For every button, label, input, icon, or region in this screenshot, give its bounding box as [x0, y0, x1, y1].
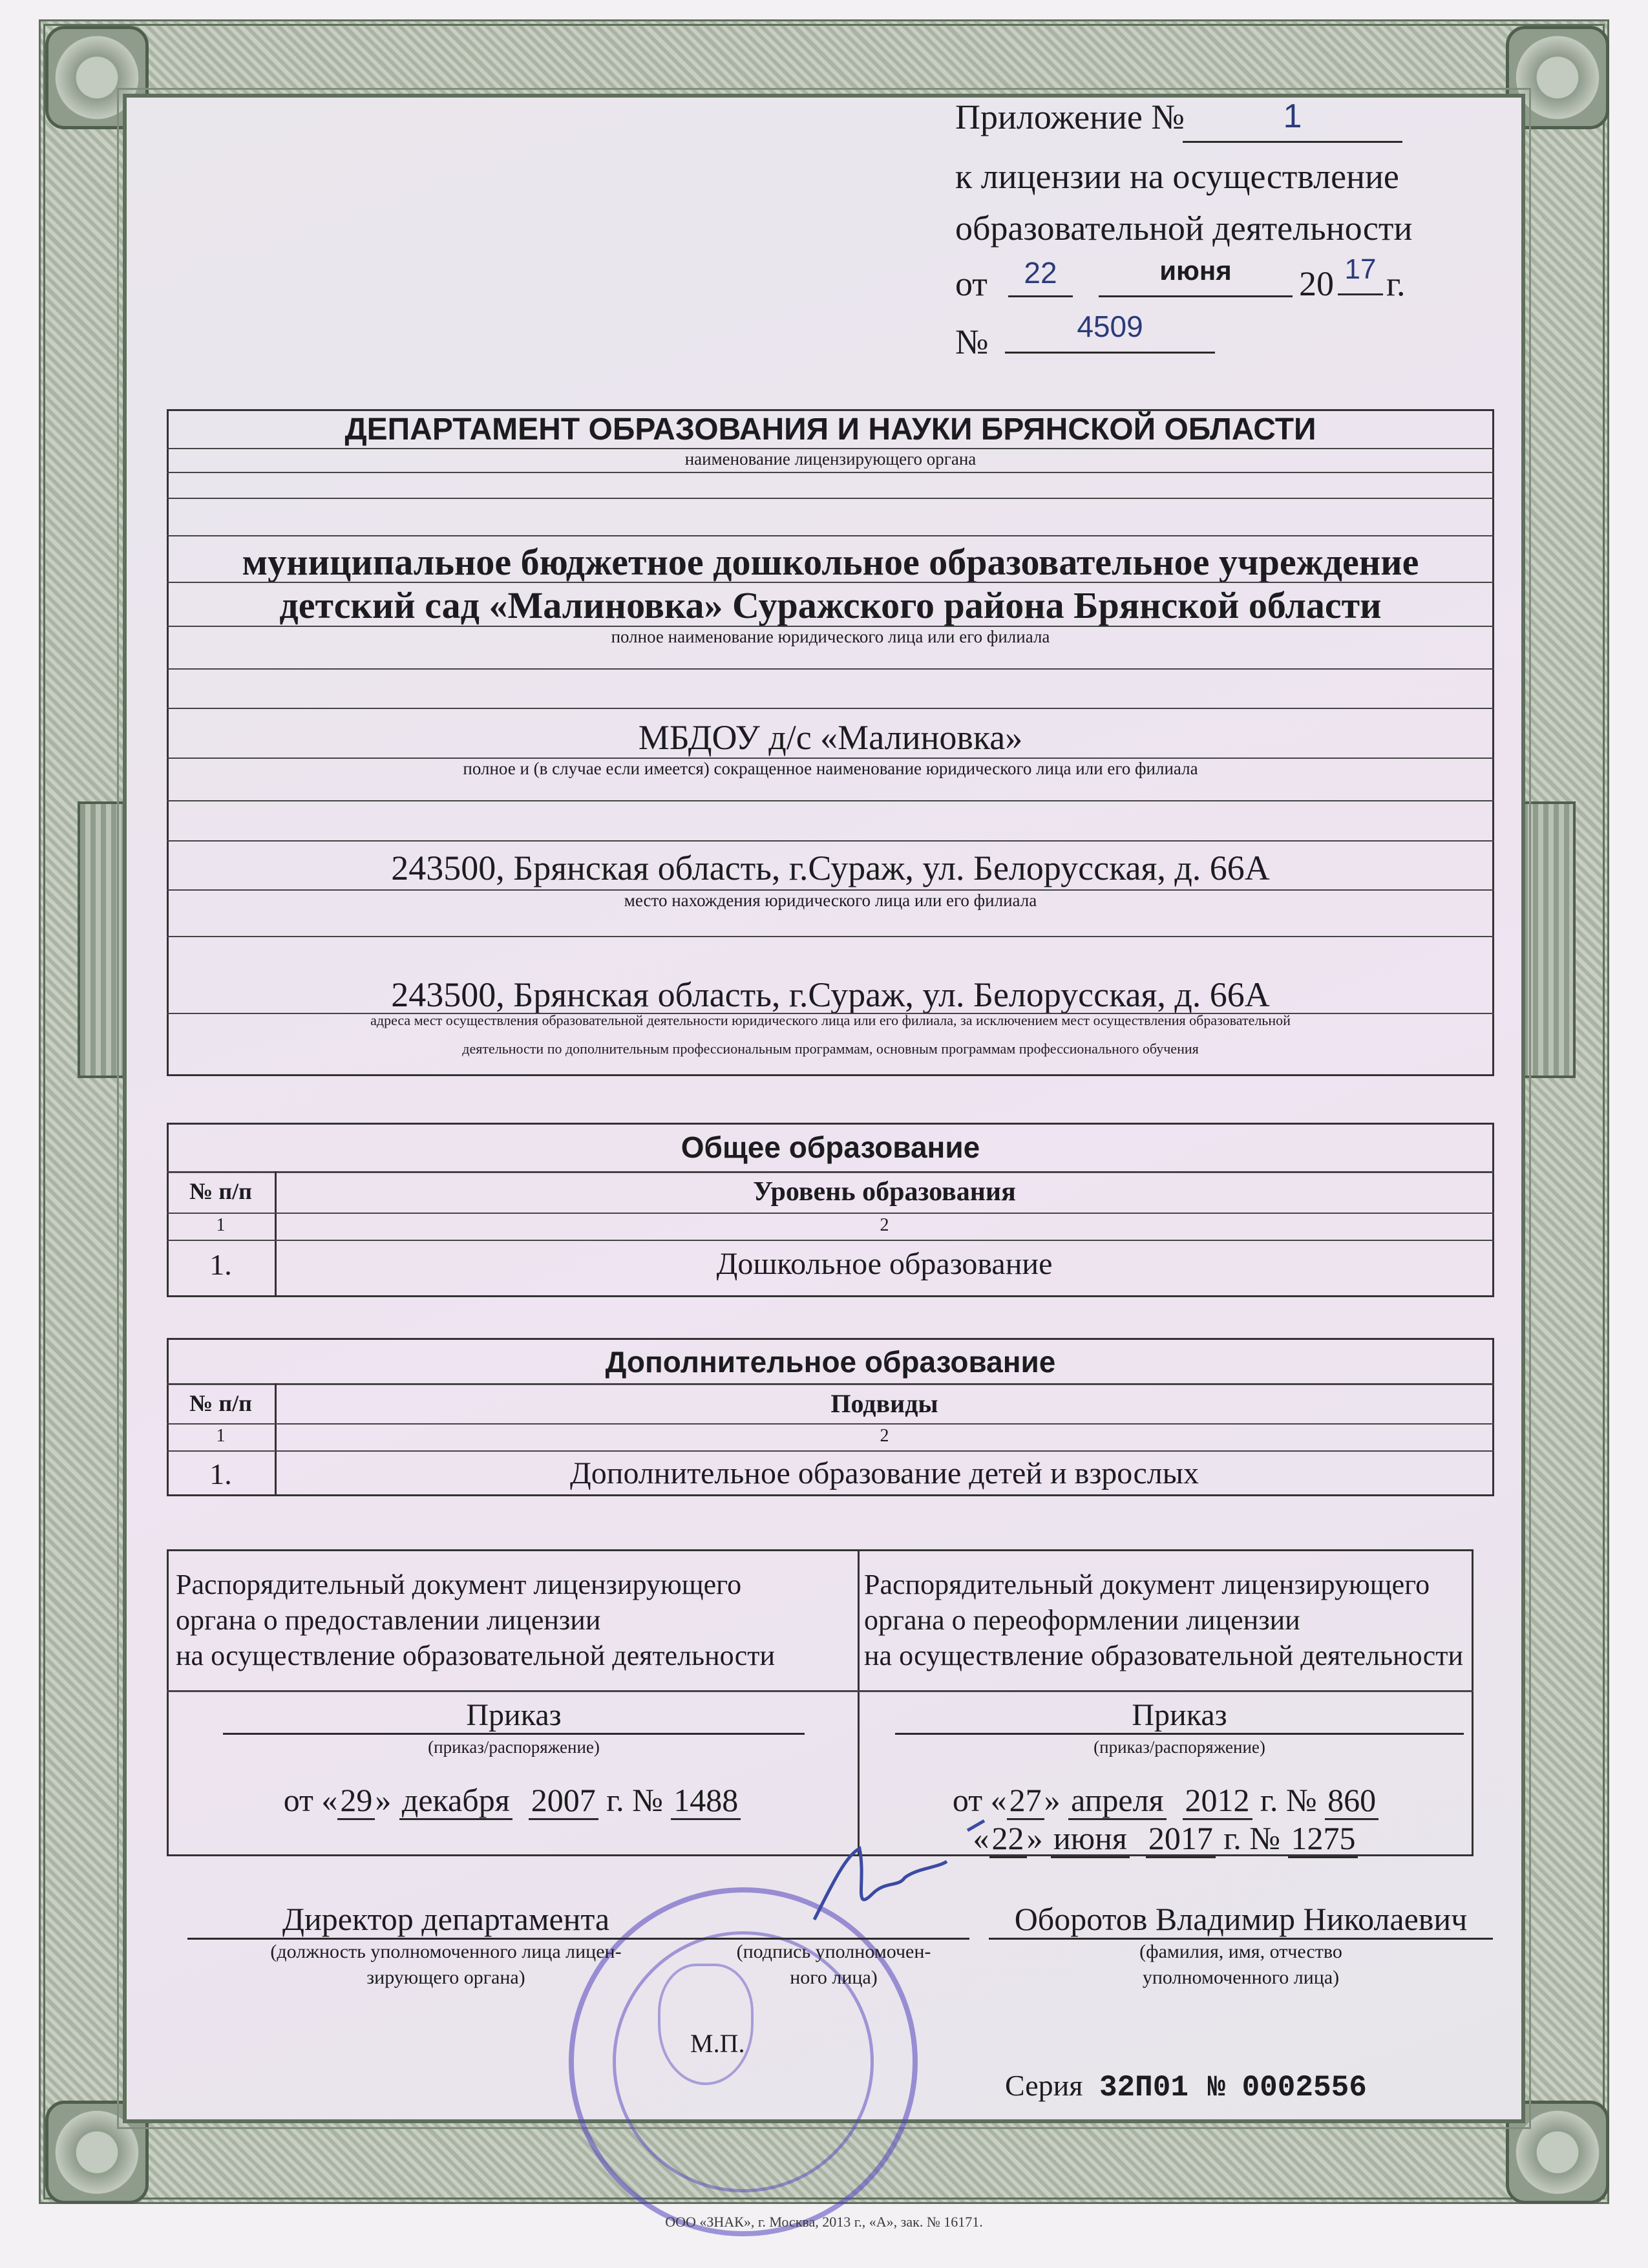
- series-number-sign: №: [1207, 2071, 1226, 2104]
- activity-caption-line2: деятельности по дополнительным профессиональным программам, основным программам профессионального обучения: [462, 1041, 1199, 1057]
- signer-name: Оборотов Владимир Николаевич: [989, 1900, 1493, 1940]
- right-doc-type: Приказ: [895, 1697, 1464, 1735]
- signature-caption-2: ного лица): [790, 1967, 878, 1988]
- appendix-line: [955, 97, 1185, 137]
- gen-col-num: № п/п: [189, 1178, 252, 1204]
- gen-row-number: 1.: [209, 1248, 232, 1281]
- date-year-prefix: 20: [1299, 264, 1334, 303]
- grant-order: от «29» декабря 2007 г. № 1488: [167, 1781, 858, 1819]
- date-prefix: от: [955, 264, 988, 303]
- org-full-name-caption: полное наименование юридического лица или его филиала: [611, 627, 1050, 646]
- org-full-name-line2: детский сад «Малиновка» Суражского района Брянской области: [279, 584, 1382, 626]
- reissue-order-1-month: апреля: [1068, 1782, 1166, 1820]
- reissue-order-1: от «27» апреля 2012 г. № 860: [858, 1781, 1474, 1819]
- series-line: [1005, 2068, 1367, 2104]
- date-month: июня: [1099, 255, 1293, 297]
- left-head-line3: на осуществление образовательной деятельности: [176, 1640, 776, 1671]
- signer-name-caption-2: уполномоченного лица): [1142, 1967, 1340, 1988]
- left-doc-type: Приказ: [223, 1697, 805, 1735]
- activity-caption-line1: адреса мест осуществления образовательной деятельности юридического лица или его филиала, за исключением мест осуществления образовательной: [370, 1012, 1291, 1028]
- org-short-name-caption: полное и (в случае если имеется) сокращенное наименование юридического лица или его филиала: [463, 759, 1198, 778]
- add-num-1: 1: [216, 1426, 226, 1446]
- appendix-label: Приложение №: [955, 98, 1185, 136]
- signature-scribble: [808, 1842, 950, 1933]
- reissue-order-1-day: 27: [1007, 1782, 1044, 1820]
- org-location-caption: место нахождения юридического лица или его филиала: [624, 891, 1037, 910]
- reissue-order-2-number: 1275: [1288, 1820, 1358, 1858]
- right-head-line3: на осуществление образовательной деятельности: [864, 1640, 1464, 1671]
- printer-imprint: ООО «ЗНАК», г. Москва, 2013 г., «А», зак. № 16171.: [665, 2214, 983, 2230]
- date-day: 22: [1008, 255, 1073, 297]
- official-seal: [569, 1887, 918, 2236]
- seal-place-mark: М.П.: [690, 2029, 745, 2058]
- license-line: к лицензии на осуществление: [955, 157, 1399, 196]
- left-head-line1: Распорядительный документ лицензирующего: [176, 1569, 742, 1600]
- gen-row-level: Дошкольное образование: [716, 1247, 1053, 1281]
- add-col-subtype: Подвиды: [830, 1389, 938, 1418]
- gen-num-2: 2: [880, 1215, 889, 1235]
- signature-caption-1: (подпись уполномочен-: [736, 1941, 931, 1962]
- series-value: 32П01: [1099, 2071, 1188, 2104]
- reissue-order-2-month: июня: [1051, 1820, 1130, 1858]
- reissue-order-2-year: 2017: [1146, 1820, 1216, 1858]
- additional-education-title: Дополнительное образование: [605, 1345, 1056, 1379]
- signer-position: Директор департамента: [187, 1900, 704, 1940]
- series-number: 0002556: [1241, 2071, 1367, 2104]
- general-education-title: Общее образование: [681, 1130, 980, 1164]
- grant-order-number: 1488: [671, 1782, 741, 1820]
- authority-name: ДЕПАРТАМЕНТ ОБРАЗОВАНИЯ И НАУКИ БРЯНСКОЙ ОБЛАСТИ: [344, 412, 1316, 447]
- add-num-2: 2: [880, 1426, 889, 1446]
- gen-num-1: 1: [216, 1215, 226, 1235]
- authority-caption: наименование лицензирующего органа: [684, 449, 977, 469]
- reissue-order-1-number: 860: [1325, 1782, 1379, 1820]
- reissue-order-1-year: 2012: [1183, 1782, 1252, 1820]
- grant-order-day: 29: [337, 1782, 375, 1820]
- right-head-line2: органа о переоформлении лицензии: [864, 1604, 1300, 1636]
- signature-line: [698, 1938, 969, 1940]
- add-row-subtype: Дополнительное образование детей и взрослых: [570, 1456, 1199, 1490]
- right-doc-type-caption: (приказ/распоряжение): [1093, 1737, 1265, 1757]
- add-col-num: № п/п: [189, 1390, 252, 1416]
- add-row-number: 1.: [209, 1457, 232, 1490]
- series-label: Серия: [1005, 2069, 1083, 2102]
- org-short-name: МБДОУ д/с «Малиновка»: [638, 718, 1023, 757]
- signer-position-caption-2: зирующего органа): [366, 1967, 525, 1988]
- appendix-number: 1: [1183, 97, 1402, 143]
- activity-address: 243500, Брянская область, г.Сураж, ул. Белорусская, д. 66А: [391, 975, 1270, 1014]
- grant-order-year: 2007: [529, 1782, 598, 1820]
- org-location: 243500, Брянская область, г.Сураж, ул. Белорусская, д. 66А: [391, 849, 1270, 887]
- right-head-line1: Распорядительный документ лицензирующего: [864, 1569, 1430, 1600]
- date-suffix: г.: [1386, 264, 1406, 303]
- signer-name-caption-1: (фамилия, имя, отчество: [1139, 1941, 1342, 1962]
- left-doc-type-caption: (приказ/распоряжение): [428, 1737, 600, 1757]
- reissue-order-2-day: 22: [989, 1820, 1027, 1858]
- reissue-order-2: «22» июня 2017 г. № 1275: [858, 1819, 1474, 1857]
- number-label: №: [955, 323, 989, 361]
- gen-col-level: Уровень образования: [753, 1177, 1016, 1207]
- signer-position-caption-1: (должность уполномоченного лица лицен-: [270, 1941, 622, 1962]
- activity-line: образовательной деятельности: [955, 209, 1413, 248]
- left-head-line2: органа о предоставлении лицензии: [176, 1604, 601, 1636]
- grant-order-month: декабря: [399, 1782, 512, 1820]
- license-number: 4509: [1005, 309, 1215, 354]
- org-full-name-line1: муниципальное бюджетное дошкольное образовательное учреждение: [242, 541, 1419, 583]
- date-year: 17: [1338, 253, 1383, 295]
